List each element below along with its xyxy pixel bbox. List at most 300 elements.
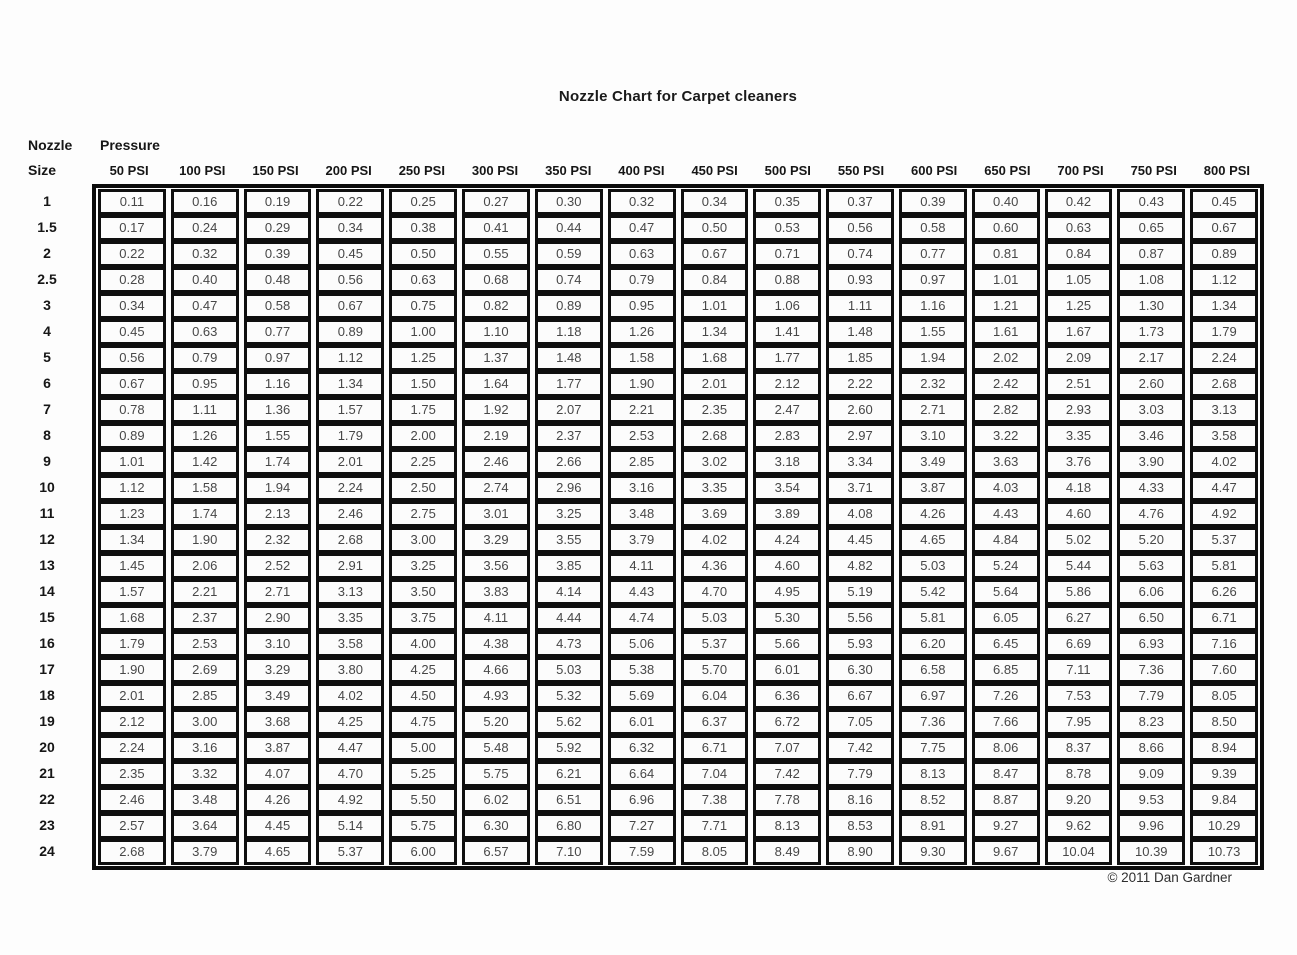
- table-cell: 0.39: [899, 189, 967, 215]
- table-cell: 3.48: [608, 501, 676, 527]
- nozzle-size-label: 21: [39, 765, 55, 781]
- table-cell: 3.63: [972, 449, 1040, 475]
- table-cell: 7.05: [826, 709, 894, 735]
- table-cell: 0.84: [681, 267, 749, 293]
- table-cell: 8.53: [826, 813, 894, 839]
- table-row: [98, 267, 1258, 293]
- table-cell: 2.91: [316, 553, 384, 579]
- table-cell: 4.60: [753, 553, 821, 579]
- table-cell: 5.64: [972, 579, 1040, 605]
- nozzle-size-label: 2.5: [37, 271, 57, 287]
- table-cell: 0.59: [535, 241, 603, 267]
- table-cell: 2.46: [98, 787, 166, 813]
- table-cell: 5.03: [681, 605, 749, 631]
- table-cell: 7.95: [1045, 709, 1113, 735]
- table-cell: 2.52: [244, 553, 312, 579]
- table-cell: 8.94: [1190, 735, 1258, 761]
- table-cell: 5.03: [899, 553, 967, 579]
- table-row: [98, 501, 1258, 527]
- table-cell: 5.56: [826, 605, 894, 631]
- table-cell: 2.69: [171, 657, 239, 683]
- nozzle-size-column: [14, 188, 80, 864]
- table-cell: 8.05: [681, 839, 749, 865]
- table-cell: 0.38: [389, 215, 457, 241]
- table-cell: 0.30: [535, 189, 603, 215]
- table-cell: 0.34: [98, 293, 166, 319]
- table-cell: 5.93: [826, 631, 894, 657]
- table-cell: 0.37: [826, 189, 894, 215]
- table-cell: 6.05: [972, 605, 1040, 631]
- table-cell: 5.70: [681, 657, 749, 683]
- table-row: [98, 371, 1258, 397]
- table-cell: 9.09: [1117, 761, 1185, 787]
- column-header: 500 PSI: [764, 163, 811, 178]
- table-cell: 0.58: [899, 215, 967, 241]
- table-cell: 6.51: [535, 787, 603, 813]
- table-cell: 0.35: [753, 189, 821, 215]
- table-cell: 2.37: [171, 605, 239, 631]
- column-header: 200 PSI: [325, 163, 372, 178]
- table-cell: 0.68: [462, 267, 530, 293]
- table-cell: 9.20: [1045, 787, 1113, 813]
- table-cell: 1.58: [171, 475, 239, 501]
- table-cell: 10.73: [1190, 839, 1258, 865]
- table-cell: 1.45: [98, 553, 166, 579]
- table-cell: 1.16: [899, 293, 967, 319]
- table-cell: 1.25: [1045, 293, 1113, 319]
- table-cell: 2.74: [462, 475, 530, 501]
- table-cell: 2.21: [171, 579, 239, 605]
- table-cell: 5.69: [608, 683, 676, 709]
- table-cell: 7.79: [1117, 683, 1185, 709]
- table-cell: 4.74: [608, 605, 676, 631]
- table-cell: 0.43: [1117, 189, 1185, 215]
- table-cell: 3.90: [1117, 449, 1185, 475]
- table-cell: 7.42: [826, 735, 894, 761]
- table-cell: 10.39: [1117, 839, 1185, 865]
- table-row: [98, 449, 1258, 475]
- column-header-row: [92, 158, 1264, 183]
- table-cell: 8.05: [1190, 683, 1258, 709]
- column-header: 700 PSI: [1057, 163, 1104, 178]
- table-cell: 0.89: [1190, 241, 1258, 267]
- table-cell: 4.93: [462, 683, 530, 709]
- table-cell: 0.95: [171, 371, 239, 397]
- table-cell: 3.48: [171, 787, 239, 813]
- table-cell: 4.95: [753, 579, 821, 605]
- table-cell: 1.34: [1190, 293, 1258, 319]
- table-cell: 0.79: [608, 267, 676, 293]
- table-cell: 7.59: [608, 839, 676, 865]
- table-cell: 0.22: [98, 241, 166, 267]
- table-cell: 3.56: [462, 553, 530, 579]
- table-cell: 0.24: [171, 215, 239, 241]
- table-cell: 8.91: [899, 813, 967, 839]
- table-cell: 3.64: [171, 813, 239, 839]
- table-cell: 10.04: [1045, 839, 1113, 865]
- nozzle-size-label: 22: [39, 791, 55, 807]
- nozzle-size-label: 20: [39, 739, 55, 755]
- table-cell: 8.47: [972, 761, 1040, 787]
- table-cell: 8.78: [1045, 761, 1113, 787]
- table-cell: 0.41: [462, 215, 530, 241]
- table-cell: 6.80: [535, 813, 603, 839]
- table-cell: 4.26: [899, 501, 967, 527]
- table-cell: 6.30: [826, 657, 894, 683]
- table-cell: 3.25: [389, 553, 457, 579]
- table-cell: 2.68: [316, 527, 384, 553]
- table-cell: 3.46: [1117, 423, 1185, 449]
- column-header: 400 PSI: [618, 163, 665, 178]
- table-cell: 4.60: [1045, 501, 1113, 527]
- table-cell: 1.67: [1045, 319, 1113, 345]
- table-cell: 8.37: [1045, 735, 1113, 761]
- table-cell: 7.78: [753, 787, 821, 813]
- table-cell: 2.12: [98, 709, 166, 735]
- table-cell: 5.20: [1117, 527, 1185, 553]
- table-cell: 7.75: [899, 735, 967, 761]
- table-cell: 1.74: [244, 449, 312, 475]
- table-cell: 2.32: [244, 527, 312, 553]
- table-cell: 3.00: [171, 709, 239, 735]
- table-row: [98, 241, 1258, 267]
- nozzle-size-label: 8: [43, 427, 51, 443]
- table-cell: 2.24: [316, 475, 384, 501]
- table-cell: 0.17: [98, 215, 166, 241]
- table-cell: 1.25: [389, 345, 457, 371]
- table-row: [98, 319, 1258, 345]
- table-cell: 7.42: [753, 761, 821, 787]
- table-cell: 6.71: [681, 735, 749, 761]
- table-cell: 1.05: [1045, 267, 1113, 293]
- table-cell: 6.02: [462, 787, 530, 813]
- table-cell: 5.20: [462, 709, 530, 735]
- table-cell: 8.13: [753, 813, 821, 839]
- table-cell: 0.74: [826, 241, 894, 267]
- table-cell: 8.13: [899, 761, 967, 787]
- table-cell: 7.36: [1117, 657, 1185, 683]
- table-cell: 1.92: [462, 397, 530, 423]
- table-cell: 2.35: [681, 397, 749, 423]
- table-cell: 5.81: [899, 605, 967, 631]
- table-cell: 0.71: [753, 241, 821, 267]
- table-row: [98, 397, 1258, 423]
- table-cell: 3.13: [1190, 397, 1258, 423]
- table-cell: 0.89: [535, 293, 603, 319]
- table-cell: 1.68: [681, 345, 749, 371]
- table-cell: 3.22: [972, 423, 1040, 449]
- table-cell: 5.37: [1190, 527, 1258, 553]
- table-cell: 8.49: [753, 839, 821, 865]
- table-cell: 7.53: [1045, 683, 1113, 709]
- table-cell: 1.12: [98, 475, 166, 501]
- table-cell: 0.77: [244, 319, 312, 345]
- table-cell: 3.75: [389, 605, 457, 631]
- table-cell: 4.02: [681, 527, 749, 553]
- table-row: [98, 423, 1258, 449]
- table-cell: 1.85: [826, 345, 894, 371]
- table-cell: 8.87: [972, 787, 1040, 813]
- table-cell: 2.19: [462, 423, 530, 449]
- row-axis-header: [28, 133, 88, 183]
- table-cell: 5.32: [535, 683, 603, 709]
- table-cell: 4.07: [244, 761, 312, 787]
- table-cell: 2.12: [753, 371, 821, 397]
- table-cell: 4.47: [1190, 475, 1258, 501]
- table-cell: 1.61: [972, 319, 1040, 345]
- table-cell: 4.33: [1117, 475, 1185, 501]
- table-cell: 5.02: [1045, 527, 1113, 553]
- nozzle-size-label: 6: [43, 375, 51, 391]
- table-cell: 0.48: [244, 267, 312, 293]
- table-cell: 2.46: [462, 449, 530, 475]
- table-cell: 0.50: [389, 241, 457, 267]
- table-cell: 3.79: [608, 527, 676, 553]
- table-cell: 2.85: [171, 683, 239, 709]
- table-cell: 5.92: [535, 735, 603, 761]
- table-cell: 6.85: [972, 657, 1040, 683]
- table-cell: 4.36: [681, 553, 749, 579]
- table-row: [98, 787, 1258, 813]
- table-cell: 0.67: [1190, 215, 1258, 241]
- table-cell: 1.34: [98, 527, 166, 553]
- table-cell: 6.01: [753, 657, 821, 683]
- table-cell: 2.07: [535, 397, 603, 423]
- table-cell: 0.45: [98, 319, 166, 345]
- table-row: [98, 683, 1258, 709]
- table-cell: 3.10: [244, 631, 312, 657]
- column-header: 800 PSI: [1203, 163, 1251, 178]
- table-cell: 5.66: [753, 631, 821, 657]
- table-row: [98, 761, 1258, 787]
- table-cell: 0.22: [316, 189, 384, 215]
- table-cell: 1.12: [316, 345, 384, 371]
- table-cell: 8.06: [972, 735, 1040, 761]
- table-cell: 1.23: [98, 501, 166, 527]
- table-cell: 4.11: [608, 553, 676, 579]
- table-cell: 7.26: [972, 683, 1040, 709]
- table-cell: 4.02: [316, 683, 384, 709]
- nozzle-size-label: 15: [39, 609, 55, 625]
- column-header: 550 PSI: [837, 163, 885, 178]
- table-cell: 2.68: [681, 423, 749, 449]
- table-row: [98, 293, 1258, 319]
- table-cell: 0.47: [171, 293, 239, 319]
- table-cell: 5.81: [1190, 553, 1258, 579]
- table-row: [98, 735, 1258, 761]
- table-cell: 0.67: [681, 241, 749, 267]
- table-cell: 2.17: [1117, 345, 1185, 371]
- table-cell: 4.44: [535, 605, 603, 631]
- nozzle-size-label: 3: [43, 297, 51, 313]
- table-cell: 3.25: [535, 501, 603, 527]
- table-cell: 1.42: [171, 449, 239, 475]
- table-cell: 7.10: [535, 839, 603, 865]
- table-cell: 4.43: [608, 579, 676, 605]
- table-cell: 2.22: [826, 371, 894, 397]
- table-cell: 2.53: [171, 631, 239, 657]
- table-cell: 1.34: [316, 371, 384, 397]
- table-cell: 0.67: [98, 371, 166, 397]
- pressure-axis-header: Pressure: [100, 137, 160, 153]
- table-cell: 3.83: [462, 579, 530, 605]
- table-cell: 2.50: [389, 475, 457, 501]
- table-cell: 2.02: [972, 345, 1040, 371]
- nozzle-size-label: 2: [43, 245, 51, 261]
- table-cell: 6.67: [826, 683, 894, 709]
- table-cell: 0.25: [389, 189, 457, 215]
- table-cell: 6.01: [608, 709, 676, 735]
- table-cell: 6.69: [1045, 631, 1113, 657]
- table-cell: 5.00: [389, 735, 457, 761]
- table-row: [98, 189, 1258, 215]
- table-cell: 2.46: [316, 501, 384, 527]
- table-cell: 4.24: [753, 527, 821, 553]
- table-cell: 2.32: [899, 371, 967, 397]
- table-cell: 9.53: [1117, 787, 1185, 813]
- table-cell: 3.10: [899, 423, 967, 449]
- table-cell: 1.10: [462, 319, 530, 345]
- table-cell: 1.08: [1117, 267, 1185, 293]
- table-cell: 1.79: [316, 423, 384, 449]
- nozzle-flow-table: [92, 184, 1264, 870]
- table-cell: 2.37: [535, 423, 603, 449]
- table-cell: 7.38: [681, 787, 749, 813]
- table-cell: 0.42: [1045, 189, 1113, 215]
- table-cell: 1.36: [244, 397, 312, 423]
- table-cell: 3.71: [826, 475, 894, 501]
- table-cell: 5.03: [535, 657, 603, 683]
- table-cell: 0.27: [462, 189, 530, 215]
- table-cell: 0.81: [972, 241, 1040, 267]
- table-cell: 0.97: [244, 345, 312, 371]
- table-cell: 3.29: [462, 527, 530, 553]
- table-cell: 5.48: [462, 735, 530, 761]
- table-cell: 7.16: [1190, 631, 1258, 657]
- nozzle-size-label: 19: [39, 713, 55, 729]
- table-cell: 1.26: [171, 423, 239, 449]
- table-row: [98, 579, 1258, 605]
- table-cell: 1.79: [98, 631, 166, 657]
- table-cell: 4.76: [1117, 501, 1185, 527]
- table-cell: 8.23: [1117, 709, 1185, 735]
- table-cell: 0.95: [608, 293, 676, 319]
- table-cell: 5.37: [316, 839, 384, 865]
- table-cell: 3.79: [171, 839, 239, 865]
- table-cell: 2.68: [98, 839, 166, 865]
- table-cell: 8.52: [899, 787, 967, 813]
- table-cell: 4.47: [316, 735, 384, 761]
- table-cell: 4.92: [1190, 501, 1258, 527]
- table-cell: 2.01: [681, 371, 749, 397]
- table-cell: 6.58: [899, 657, 967, 683]
- table-cell: 3.80: [316, 657, 384, 683]
- table-cell: 3.16: [171, 735, 239, 761]
- table-cell: 10.29: [1190, 813, 1258, 839]
- table-cell: 2.71: [244, 579, 312, 605]
- table-cell: 1.41: [753, 319, 821, 345]
- table-cell: 0.77: [899, 241, 967, 267]
- table-cell: 5.24: [972, 553, 1040, 579]
- table-cell: 1.94: [244, 475, 312, 501]
- column-header: 600 PSI: [911, 163, 958, 178]
- table-cell: 2.35: [98, 761, 166, 787]
- table-cell: 1.01: [972, 267, 1040, 293]
- table-cell: 0.11: [98, 189, 166, 215]
- table-cell: 7.36: [899, 709, 967, 735]
- nozzle-size-label: 1.5: [37, 219, 57, 235]
- table-cell: 5.75: [389, 813, 457, 839]
- table-cell: 2.00: [389, 423, 457, 449]
- table-cell: 6.97: [899, 683, 967, 709]
- table-cell: 1.48: [535, 345, 603, 371]
- table-cell: 0.82: [462, 293, 530, 319]
- table-cell: 2.96: [535, 475, 603, 501]
- table-cell: 0.63: [1045, 215, 1113, 241]
- table-cell: 6.71: [1190, 605, 1258, 631]
- table-cell: 6.37: [681, 709, 749, 735]
- nozzle-size-label: 4: [43, 323, 51, 339]
- table-cell: 6.45: [972, 631, 1040, 657]
- table-cell: 0.56: [316, 267, 384, 293]
- table-cell: 6.00: [389, 839, 457, 865]
- table-cell: 7.04: [681, 761, 749, 787]
- column-header: 100 PSI: [179, 163, 226, 178]
- table-cell: 3.50: [389, 579, 457, 605]
- table-cell: 1.21: [972, 293, 1040, 319]
- table-cell: 9.96: [1117, 813, 1185, 839]
- table-cell: 4.82: [826, 553, 894, 579]
- table-cell: 2.75: [389, 501, 457, 527]
- table-cell: 0.34: [316, 215, 384, 241]
- table-cell: 0.93: [826, 267, 894, 293]
- table-cell: 3.58: [316, 631, 384, 657]
- table-cell: 0.47: [608, 215, 676, 241]
- table-cell: 5.30: [753, 605, 821, 631]
- table-cell: 1.18: [535, 319, 603, 345]
- table-cell: 0.89: [98, 423, 166, 449]
- nozzle-size-label: 16: [39, 635, 55, 651]
- column-header: 450 PSI: [691, 163, 738, 178]
- table-cell: 1.64: [462, 371, 530, 397]
- table-cell: 5.19: [826, 579, 894, 605]
- table-cell: 6.32: [608, 735, 676, 761]
- table-cell: 2.51: [1045, 371, 1113, 397]
- table-cell: 0.58: [244, 293, 312, 319]
- table-cell: 0.44: [535, 215, 603, 241]
- table-cell: 6.96: [608, 787, 676, 813]
- table-cell: 7.66: [972, 709, 1040, 735]
- table-cell: 9.67: [972, 839, 1040, 865]
- table-cell: 4.00: [389, 631, 457, 657]
- table-cell: 3.68: [244, 709, 312, 735]
- table-cell: 7.71: [681, 813, 749, 839]
- table-cell: 1.50: [389, 371, 457, 397]
- table-cell: 2.13: [244, 501, 312, 527]
- table-cell: 2.24: [1190, 345, 1258, 371]
- table-cell: 1.77: [535, 371, 603, 397]
- table-cell: 6.06: [1117, 579, 1185, 605]
- table-cell: 4.50: [389, 683, 457, 709]
- table-cell: 0.55: [462, 241, 530, 267]
- table-cell: 1.11: [171, 397, 239, 423]
- table-cell: 0.45: [1190, 189, 1258, 215]
- nozzle-size-label: 23: [39, 817, 55, 833]
- table-cell: 0.75: [389, 293, 457, 319]
- table-cell: 3.89: [753, 501, 821, 527]
- table-cell: 2.53: [608, 423, 676, 449]
- table-cell: 3.87: [244, 735, 312, 761]
